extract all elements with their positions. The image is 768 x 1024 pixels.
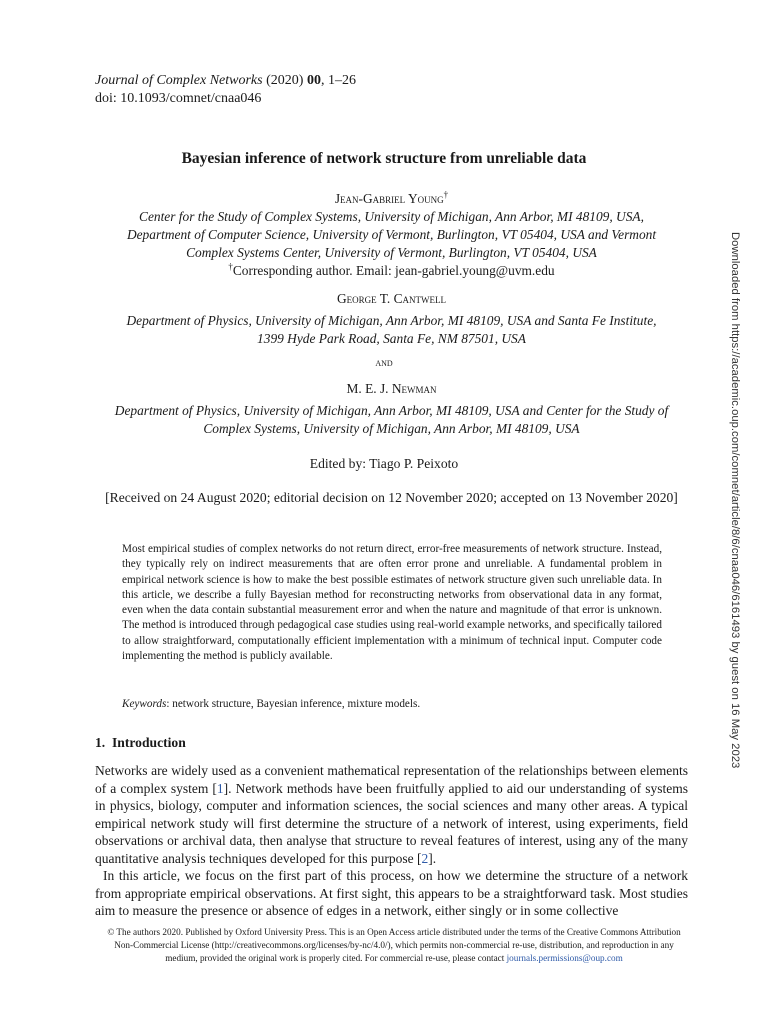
section-heading: 1. Introduction (95, 735, 186, 750)
author-block-2 (95, 290, 688, 348)
journal-volume: 00 (306, 73, 321, 88)
journal-name: Journal of Complex Networks (95, 73, 263, 88)
author-affiliation: Complex Systems, University of Michigan, Ann Arbor, MI 48109, USA (203, 421, 580, 436)
intro-paragraph-1: Networks are widely used as a convenient mathematical representation of the relationships between elements of a complex system [1]. Network methods have been fruitfully applied to aid our understanding of systems in physics, biology, computer and information sciences, the social sciences and many other areas. A typical empirical network study will first determine the structure of a network of interest, using experiments, field observations or archival data, then analyse that structure to reveal features of interest, using any of the many quantitative analysis techniques developed for this purpose [2]. (95, 763, 688, 866)
license-footnote: © The authors 2020. Published by Oxford University Press. This is an Open Access article distributed under the terms of the Creative Commons Attribution Non-Commercial License (http://creativecommons.org/licenses/by-nc/4.0/), which permits non-commercial re-use, distribution, and reproduction in any medium, provided the original work is properly cited. For commercial re-use, please contact journals.permissions@oup.com (107, 927, 681, 964)
edited-by: Edited by: Tiago P. Peixoto (309, 456, 459, 471)
citation-link-1[interactable]: 1 (216, 780, 224, 796)
paper-title: Bayesian inference of network structure from unreliable data (181, 150, 587, 167)
author-affiliation: Complex Systems Center, University of Vermont, Burlington, VT 05404, USA (186, 245, 597, 260)
download-stamp: Downloaded from https://academic.oup.com/comnet/article/8/6/cnaa046/6161493 by guest on 16 May 2023 (729, 232, 741, 769)
author-block-3 (95, 380, 688, 438)
journal-year: (2020) (266, 73, 304, 88)
author-block-1 (95, 190, 688, 280)
doi: doi: 10.1093/comnet/cnaa046 (95, 91, 262, 106)
author-affiliation: 1399 Hyde Park Road, Santa Fe, NM 87501, USA (257, 331, 526, 346)
intro-paragraph-2: In this article, we focus on the first part of this process, on how we determine the structure of a network from appropriate empirical observations. At first sight, this appears to be a straightforward task. Most studies aim to measure the presence or absence of edges in a network, either singly or in some collective (95, 868, 688, 918)
keywords-label: Keywords (122, 698, 167, 710)
author-name: Jean-Gabriel Young† (334, 189, 449, 206)
author-name: M. E. J. Newman (346, 381, 437, 396)
keywords (122, 697, 662, 712)
permissions-email-link[interactable]: journals.permissions@oup.com (506, 953, 623, 964)
abstract: Most empirical studies of complex networks do not return direct, error-free measurements of network structure. Instead, they typically rely on indirect measurements that are often error prone and unreliable. A fundamental problem in empirical network science is how to make the best possible estimates of network structure given such unreliable data. In this article, we describe a fully Bayesian method for reconstructing networks from observational data in any format, even when the data contain substantial measurement error and when the nature and magnitude of that error is unknown. The method is introduced through pedagogical case studies using real-world example networks, and specifically tailored to allow straightforward, computationally efficient implementation with a minimum of technical input. Computer code implementing the method is publicly available. (122, 543, 662, 663)
author-name: George T. Cantwell (336, 291, 447, 306)
journal-pages: , 1–26 (320, 73, 356, 88)
author-affiliation: Department of Physics, University of Michigan, Ann Arbor, MI 48109, USA and Santa Fe Institute, (126, 313, 657, 328)
dagger-mark: † (443, 189, 449, 200)
author-affiliation: Department of Computer Science, University of Vermont, Burlington, VT 05404, USA and Vermont (126, 227, 657, 242)
author-affiliation: Center for the Study of Complex Systems, University of Michigan, Ann Arbor, MI 48109, USA, (139, 209, 644, 224)
corresponding-author: †Corresponding author. Email: jean-gabriel.young@uvm.edu (228, 261, 555, 278)
author-affiliation: Department of Physics, University of Michigan, Ann Arbor, MI 48109, USA and Center for the Study of (114, 403, 669, 418)
keywords-text: : network structure, Bayesian inference, mixture models. (166, 698, 421, 710)
citation-link-2[interactable]: 2 (421, 850, 429, 866)
and-separator: and (375, 357, 393, 369)
received-dates: [Received on 24 August 2020; editorial decision on 12 November 2020; accepted on 13 November 2020] (105, 490, 678, 505)
journal-citation (95, 72, 356, 90)
